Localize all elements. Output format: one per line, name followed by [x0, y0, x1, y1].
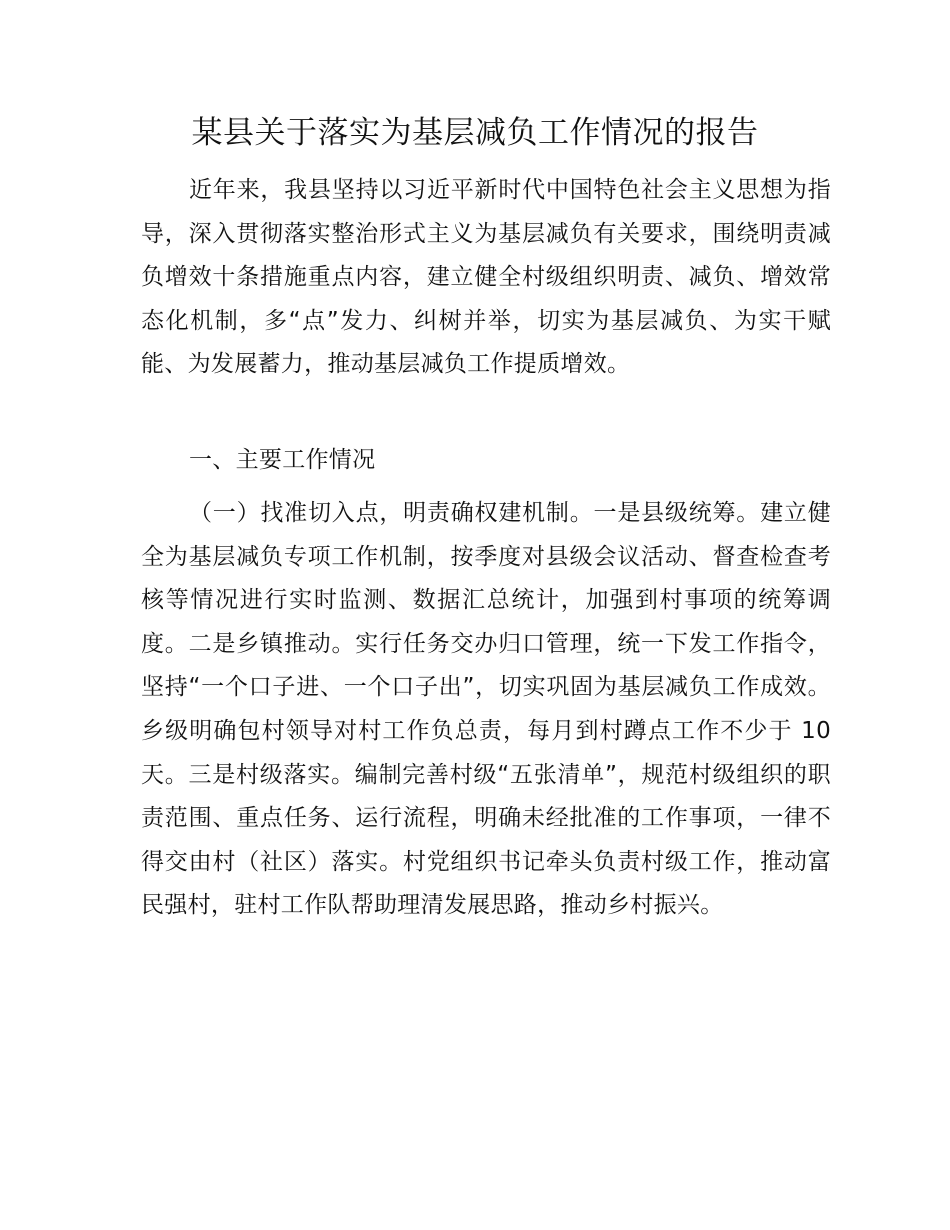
section-heading-main-work: 一、主要工作情况 [189, 447, 376, 473]
document-title: 某县关于落实为基层减负工作情况的报告 [191, 115, 759, 151]
intro-paragraph: 近年来，我县坚持以习近平新时代中国特色社会主义思想为指导，深入贯彻落实整治形式主义为基层减负有关要求，围绕明责减负增效十条措施重点内容，建立健全村级组织明责、减负、增效常态化机制，多“点”发力、纠树并举，切实为基层减负、为实干赋能、为发展蓄力，推动基层减负工作提质增效。 [141, 177, 831, 378]
subsection-body-1: 一是县级统筹。建立健全为基层减负专项工作机制，按季度对县级会议活动、督查检查考核等情况进行实时监测、数据汇总统计，加强到村事项的统筹调度。二是乡镇推动。实行任务交办归口管理，统一下发工作指令，坚持“一个口子进、一个口子出”，切实巩固为基层减负工作成效。乡级明确包村领导对村工作负总责，每月到村蹲点工作不少于 10 天。三是村级落实。编制完善村级“五张清单”，规范村级组织的职责范围、重点任务、运行流程，明确未经批准的工作事项，一律不得交由村（社区）落实。村党组织书记牵头负责村级工作，推动富民强村，驻村工作队帮助理清发展思路，推动乡村振兴。 [141, 500, 831, 919]
subsection-heading-1: （一）找准切入点，明责确权建机制。 [189, 500, 594, 526]
subsection-paragraph-1 [141, 492, 831, 928]
